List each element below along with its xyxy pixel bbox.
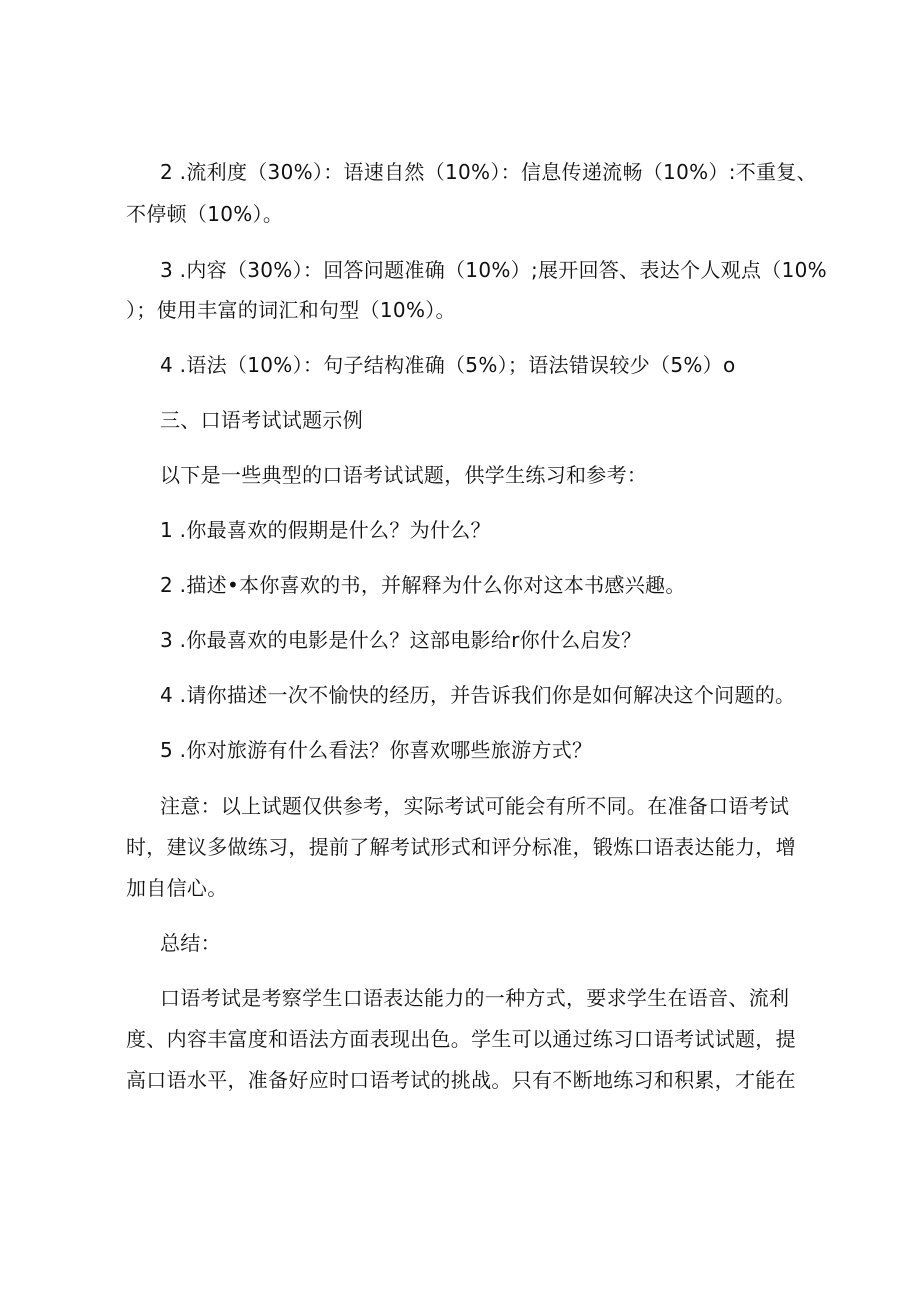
criterion-fluency-continuation: 不停顿（10%）。 [126, 202, 284, 226]
summary-paragraph-line-2: 度、内容丰富度和语法方面表现出色。学生可以通过练习口语考试试题，提 [126, 1027, 796, 1051]
criterion-grammar-line: 4 .语法（10%）：句子结构准确（5%）；语法错误较少（5%）o [160, 353, 736, 377]
section-heading: 三、口语考试试题示例 [160, 408, 363, 432]
question-item-2: 2 .描述•本你喜欢的书，并解释为什么你对这本书感兴趣。 [160, 573, 686, 597]
note-paragraph-line-3: 加自信心。 [126, 876, 228, 900]
question-item-4: 4 .请你描述一次不愉快的经历，并告诉我们你是如何解决这个问题的。 [160, 683, 796, 707]
question-item-3: 3 .你最喜欢的电影是什么？这部电影给r你什么启发？ [160, 628, 642, 652]
question-item-1: 1 .你最喜欢的假期是什么？为什么？ [160, 518, 491, 542]
note-paragraph-line-1: 注意：以上试题仅供参考，实际考试可能会有所不同。在准备口语考试 [160, 794, 790, 818]
summary-heading: 总结： [160, 931, 221, 955]
summary-paragraph-line-1: 口语考试是考察学生口语表达能力的一种方式，要求学生在语音、流利 [160, 986, 790, 1010]
intro-paragraph: 以下是一些典型的口语考试试题，供学生练习和参考： [160, 463, 648, 487]
note-paragraph-line-2: 时，建议多做练习，提前了解考试形式和评分标准，锻炼口语表达能力，增 [126, 835, 796, 859]
criterion-fluency-line: 2 .流利度（30%）：语速自然（10%）：信息传递流畅（10%）:不重复、 [160, 160, 817, 184]
question-item-5: 5 .你对旅游有什么看法？你喜欢哪些旅游方式？ [160, 738, 593, 762]
summary-paragraph-line-3: 高口语水平，准备好应时口语考试的挑战。只有不断地练习和积累，才能在 [126, 1068, 796, 1092]
criterion-content-line: 3 .内容（30%）：回答问题准确（10%）;展开回答、表达个人观点（10% [160, 258, 827, 282]
criterion-content-continuation: ）；使用丰富的词汇和句型（10%）。 [126, 298, 456, 322]
